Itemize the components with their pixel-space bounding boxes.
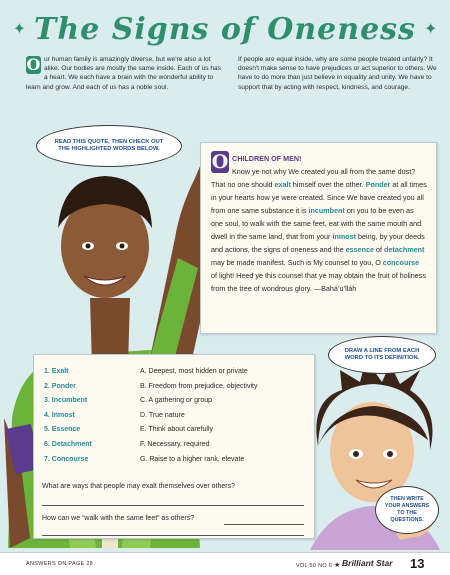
- definition-list: [140, 365, 258, 467]
- highlighted-word: concourse: [382, 258, 420, 267]
- intro-left-paragraph: [26, 55, 226, 92]
- quote-text: on you to be even as one soul, to walk with the same feet, eat with the same mouth and dwell in the same land, that from your: [211, 206, 422, 241]
- page-number: 13: [410, 556, 425, 571]
- bubble-line: QUESTIONS.: [390, 516, 424, 523]
- question-1: What are ways that people may exalt themselves over others?: [42, 483, 235, 490]
- answer-line-2a[interactable]: [224, 524, 304, 525]
- star-icon: ★: [333, 562, 341, 569]
- highlighted-word: exalt: [274, 180, 291, 189]
- term-item[interactable]: 1. Exalt: [44, 368, 69, 375]
- question-2: How can we “walk with the same feet” as others?: [42, 515, 195, 522]
- quote-text: of: [374, 245, 385, 254]
- quote-dropcap: O: [211, 151, 229, 173]
- highlighted-word: essence: [345, 245, 375, 254]
- ornament-left-icon: ✦: [12, 21, 27, 38]
- page-title: The Signs of Oneness: [34, 11, 416, 47]
- intro-dropcap: O: [26, 55, 41, 74]
- quote-card: [200, 142, 437, 334]
- term-item[interactable]: 7. Concourse: [44, 455, 89, 463]
- term-list: [44, 365, 92, 467]
- quote-text: of light! Heed ye this counsel that ye may obtain the fruit of holiness from the tree of wondrous glory. —Bahá’u’lláh: [211, 271, 426, 293]
- term-item[interactable]: 5. Essence: [44, 426, 81, 434]
- bubble-line: YOUR ANSWERS: [384, 503, 430, 510]
- line-instruction-bubble: [328, 336, 436, 374]
- bubble-line: READ THIS QUOTE, THEN CHECK OUT: [54, 138, 164, 145]
- quote-heading: CHILDREN OF MEN!: [232, 154, 302, 163]
- answer-line-2b[interactable]: [42, 535, 304, 536]
- definition-item[interactable]: A. Deepest, most hidden or private: [140, 368, 248, 375]
- issue-label: [296, 561, 341, 569]
- write-instruction-bubble: [375, 486, 439, 534]
- answer-line-1[interactable]: [42, 505, 304, 506]
- term-item[interactable]: 6. Detachment: [44, 440, 92, 448]
- intro-right-paragraph: If people are equal inside, why are some people treated unfairly? It doesn't make sense to have prejudices or act superior to others. We have to do more than just believe in equality and unity. We have to support that by acting with respect, kindness, and courage.: [238, 56, 437, 91]
- definition-item[interactable]: F. Necessary, required: [140, 440, 210, 448]
- page-footer: [0, 552, 450, 575]
- quote-text: may be made manifest. Such is My counsel to you, O: [211, 258, 383, 267]
- highlighted-word: inmost: [332, 232, 357, 241]
- ornament-right-icon: ✦: [423, 21, 438, 38]
- bubble-line: THE HIGHLIGHTED WORDS BELOW.: [58, 146, 160, 152]
- answers-note: ANSWERS ON PAGE 28: [26, 561, 94, 567]
- highlighted-word: Ponder: [365, 180, 391, 189]
- definition-item[interactable]: B. Freedom from prejudice, objectivity: [140, 382, 258, 390]
- quote-text: being, by your deeds and actions, the signs of oneness and the: [211, 232, 425, 254]
- title-row: [0, 8, 450, 50]
- highlighted-word: incumbent: [308, 206, 345, 215]
- definition-item[interactable]: E. Think about carefully: [140, 426, 214, 434]
- quote-body: [211, 167, 427, 293]
- term-item[interactable]: 4. Inmost: [44, 411, 75, 419]
- definition-item[interactable]: D. True nature: [140, 411, 185, 419]
- bubble-line: TO THE: [397, 510, 417, 516]
- term-item[interactable]: 2. Ponder: [44, 382, 76, 390]
- definition-item[interactable]: C. A gathering or group: [140, 397, 212, 405]
- bubble-line: THEN WRITE: [390, 496, 424, 503]
- highlighted-word: detachment: [384, 245, 425, 254]
- issue-text: VOL 50 NO 6: [296, 563, 333, 569]
- quote-text: Know ye not why We created you all from the same dust? That no one should: [211, 167, 416, 189]
- quote-text: at all times in your hearts how ye were created. Since We have created you all from one same substance it is: [211, 180, 427, 215]
- definition-item[interactable]: G. Raise to a higher rank, elevate: [140, 455, 245, 463]
- term-item[interactable]: 3. Incumbent: [44, 397, 88, 405]
- bubble-line: DRAW A LINE FROM EACH: [344, 347, 420, 354]
- quote-text: himself over the other.: [290, 180, 366, 189]
- quote-instruction-bubble: [36, 125, 182, 167]
- bubble-line: WORD TO ITS DEFINITION.: [344, 355, 420, 361]
- matching-card: [33, 354, 315, 539]
- brand-name: Brilliant Star: [342, 558, 393, 568]
- intro-left-text: ur human family is amazingly diverse, but we're also a lot alike. Our bodies are mostly the same inside. Each of us has a heart. We each have a brain with the wonderful ability to learn and grow. And each of us has a noble soul.: [26, 56, 222, 91]
